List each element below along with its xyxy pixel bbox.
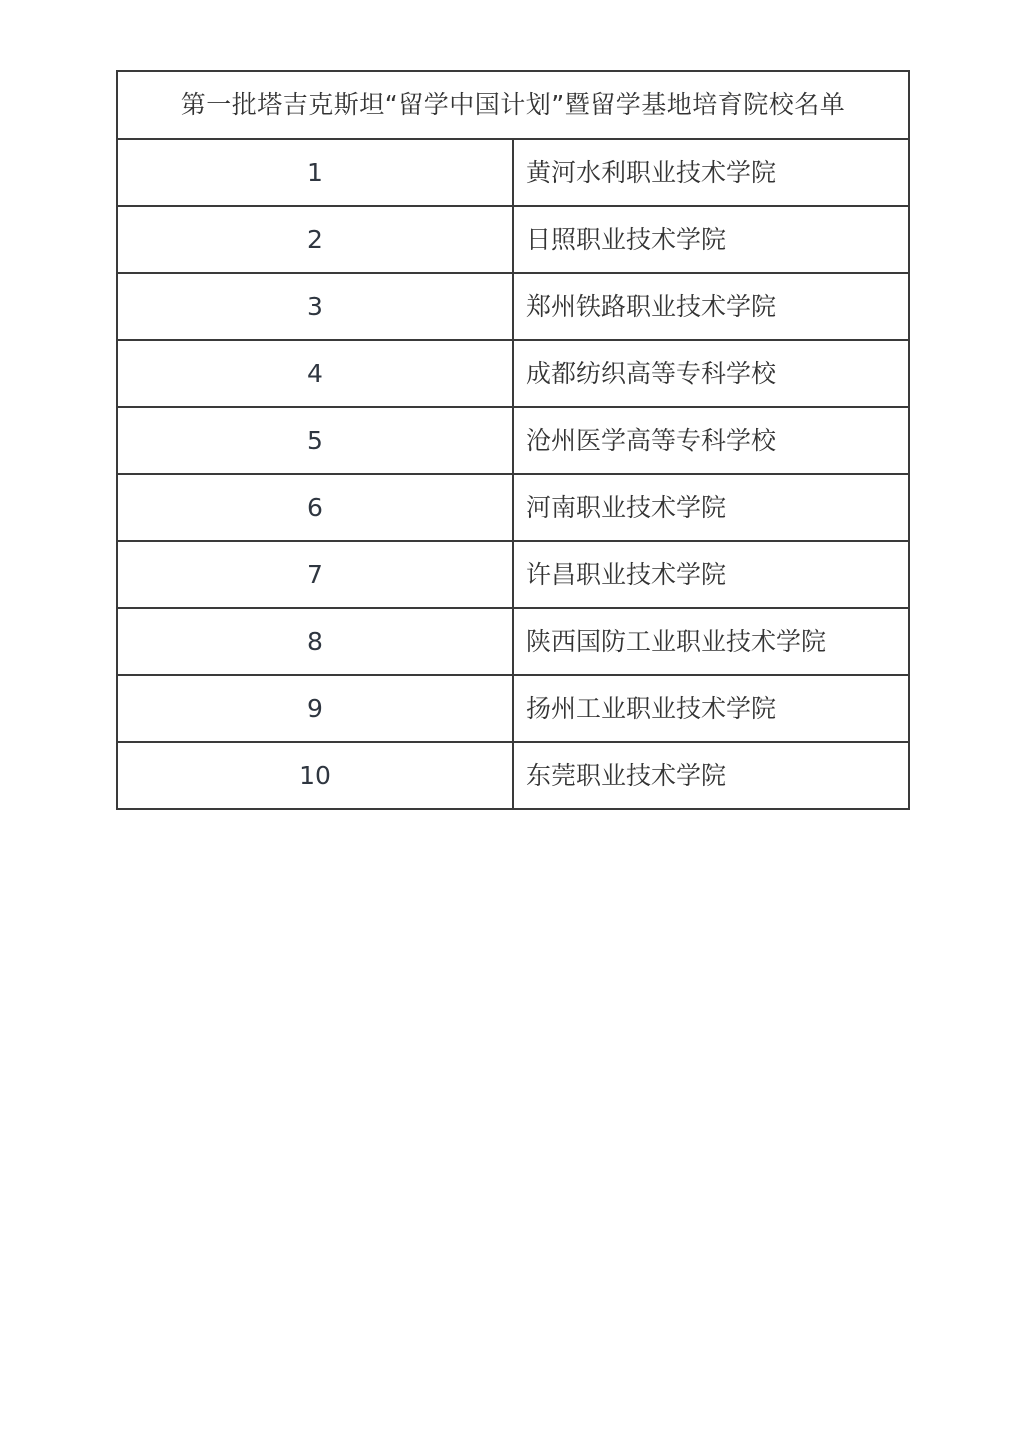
university-name: 扬州工业职业技术学院 [513, 675, 909, 742]
table-title: 第一批塔吉克斯坦“留学中国计划”暨留学基地培育院校名单 [117, 71, 909, 139]
row-number: 7 [117, 541, 513, 608]
table-row [117, 608, 909, 675]
table-row [117, 675, 909, 742]
universities-table [116, 70, 910, 810]
table-row [117, 742, 909, 809]
table-row [117, 474, 909, 541]
table-row [117, 273, 909, 340]
row-number: 2 [117, 206, 513, 273]
table-row [117, 340, 909, 407]
row-number: 3 [117, 273, 513, 340]
university-name: 沧州医学高等专科学校 [513, 407, 909, 474]
table-row [117, 139, 909, 206]
table-title-row [117, 71, 909, 139]
table-row [117, 541, 909, 608]
university-name: 成都纺织高等专科学校 [513, 340, 909, 407]
row-number: 6 [117, 474, 513, 541]
table-row [117, 206, 909, 273]
table-row [117, 407, 909, 474]
university-name: 郑州铁路职业技术学院 [513, 273, 909, 340]
university-name: 河南职业技术学院 [513, 474, 909, 541]
row-number: 10 [117, 742, 513, 809]
university-name: 许昌职业技术学院 [513, 541, 909, 608]
row-number: 8 [117, 608, 513, 675]
university-name: 日照职业技术学院 [513, 206, 909, 273]
row-number: 9 [117, 675, 513, 742]
row-number: 4 [117, 340, 513, 407]
university-name: 陕西国防工业职业技术学院 [513, 608, 909, 675]
row-number: 1 [117, 139, 513, 206]
university-name: 东莞职业技术学院 [513, 742, 909, 809]
row-number: 5 [117, 407, 513, 474]
universities-table-body [117, 71, 909, 809]
university-name: 黄河水利职业技术学院 [513, 139, 909, 206]
